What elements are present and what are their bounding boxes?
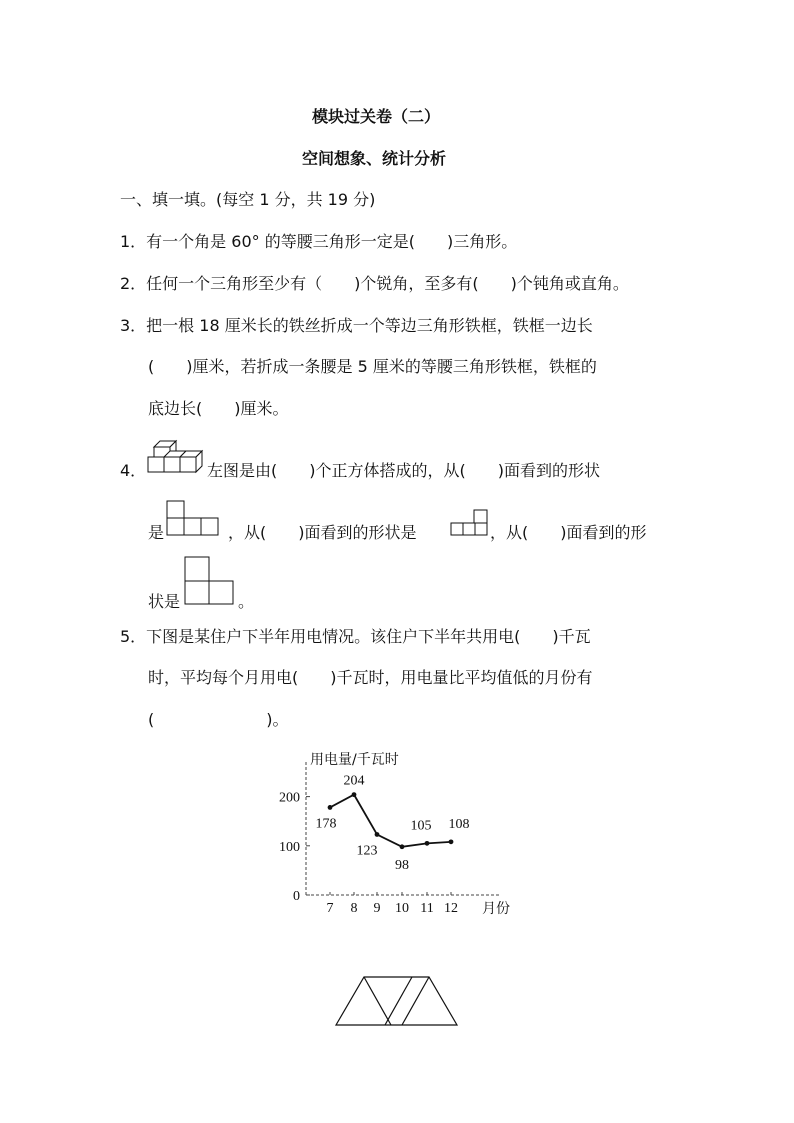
series-line — [330, 795, 451, 847]
x-tick-label: 7 — [326, 901, 334, 916]
view-shape-3 — [184, 556, 236, 606]
view-shape-2 — [450, 509, 490, 537]
x-tick-label: 11 — [420, 901, 434, 916]
x-tick-label: 9 — [373, 901, 381, 916]
question-4-number: 4． — [120, 461, 147, 480]
question-2: 2．任何一个三角形至少有（ )个锐角，至多有( )个钝角或直角。 — [120, 274, 629, 293]
cube-stack-figure — [146, 439, 206, 475]
data-label: 178 — [315, 816, 337, 832]
page-subtitle: 空间想象、统计分析 — [302, 149, 447, 168]
data-point — [400, 844, 405, 849]
data-label: 98 — [395, 857, 409, 873]
question-4-text2c: ，从( )面看到的形 — [490, 523, 647, 542]
question-1: 1．有一个角是 60° 的等腰三角形一定是( )三角形。 — [120, 232, 518, 251]
data-label: 105 — [410, 818, 432, 834]
electricity-line-chart — [270, 745, 530, 925]
data-label: 123 — [356, 843, 378, 859]
data-label: 108 — [448, 816, 470, 832]
x-axis-label: 月份 — [482, 901, 510, 917]
x-tick-label: 8 — [350, 901, 358, 916]
y-axis-label: 用电量/千瓦时 — [310, 752, 399, 768]
view-shape-1 — [166, 500, 220, 536]
y-tick-label: 200 — [279, 790, 300, 806]
page-title: 模块过关卷（二） — [312, 107, 441, 126]
question-4-text2a: 是 — [148, 523, 165, 542]
trapezoid-triangles-figure — [334, 974, 462, 1028]
x-tick-label: 12 — [444, 901, 458, 916]
question-5-line3: ( )。 — [148, 710, 289, 729]
question-4-text3b: 。 — [238, 592, 255, 611]
question-4-text2b: ，从( )面看到的形状是 — [228, 523, 417, 542]
data-point — [375, 832, 380, 837]
data-label: 204 — [343, 773, 365, 789]
x-tick-label: 10 — [395, 901, 409, 916]
question-5-line1: 5．下图是某住户下半年用电情况。该住户下半年共用电( )千瓦 — [120, 627, 591, 646]
data-point — [328, 805, 333, 810]
section-heading: 一、填一填。(每空 1 分，共 19 分) — [120, 190, 376, 209]
question-3-line3: 底边长( )厘米。 — [148, 399, 289, 418]
question-4-text1: 左图是由( )个正方体搭成的，从( )面看到的形状 — [207, 461, 600, 480]
data-point — [449, 839, 454, 844]
data-point — [425, 841, 430, 846]
question-4-text3a: 状是 — [148, 592, 181, 611]
question-5-line2: 时，平均每个月用电( )千瓦时，用电量比平均值低的月份有 — [148, 668, 593, 687]
y-tick-label: 0 — [293, 889, 300, 904]
question-3-line2: ( )厘米，若折成一条腰是 5 厘米的等腰三角形铁框，铁框的 — [148, 357, 597, 376]
question-3-line1: 3．把一根 18 厘米长的铁丝折成一个等边三角形铁框，铁框一边长 — [120, 316, 593, 335]
data-point — [352, 792, 357, 797]
y-tick-label: 100 — [279, 839, 300, 855]
